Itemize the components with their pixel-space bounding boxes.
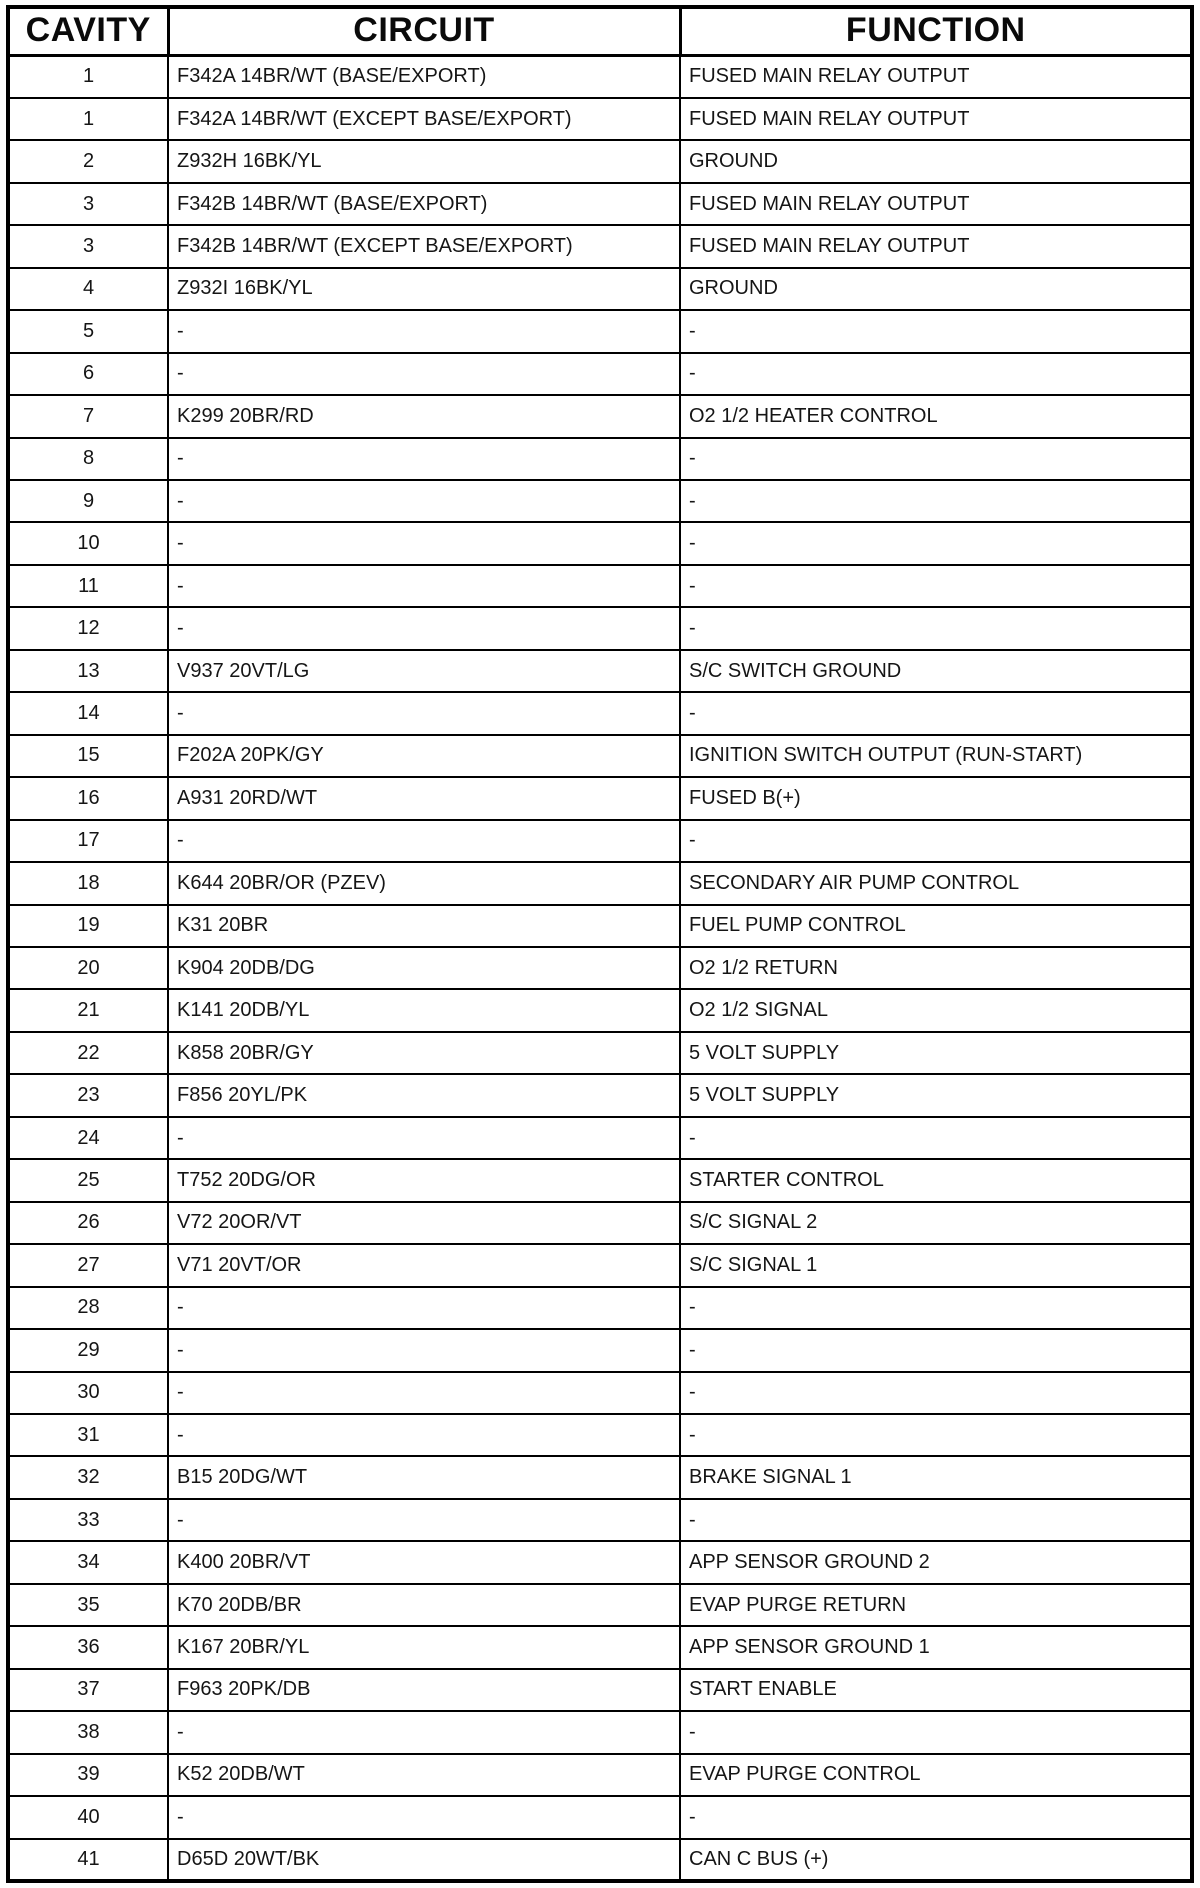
table-row bbox=[8, 183, 1192, 225]
cavity-cell: 30 bbox=[8, 1372, 168, 1414]
cavity-cell: 15 bbox=[8, 735, 168, 777]
table-row bbox=[8, 310, 1192, 352]
cavity-cell: 20 bbox=[8, 947, 168, 989]
circuit-cell: B15 20DG/WT bbox=[168, 1456, 680, 1498]
function-cell: - bbox=[680, 1117, 1192, 1159]
function-cell: STARTER CONTROL bbox=[680, 1159, 1192, 1201]
table-row bbox=[8, 1372, 1192, 1414]
circuit-cell: K644 20BR/OR (PZEV) bbox=[168, 862, 680, 904]
function-cell: S/C SWITCH GROUND bbox=[680, 650, 1192, 692]
cavity-cell: 12 bbox=[8, 607, 168, 649]
cavity-cell: 10 bbox=[8, 522, 168, 564]
cavity-cell: 29 bbox=[8, 1329, 168, 1371]
function-cell: - bbox=[680, 310, 1192, 352]
circuit-cell: K31 20BR bbox=[168, 905, 680, 947]
table-row bbox=[8, 692, 1192, 734]
circuit-cell: - bbox=[168, 565, 680, 607]
circuit-cell: K52 20DB/WT bbox=[168, 1754, 680, 1796]
table-row bbox=[8, 777, 1192, 819]
table-row bbox=[8, 1329, 1192, 1371]
table-row bbox=[8, 1584, 1192, 1626]
table-row bbox=[8, 522, 1192, 564]
circuit-cell: F342A 14BR/WT (BASE/EXPORT) bbox=[168, 56, 680, 98]
cavity-cell: 9 bbox=[8, 480, 168, 522]
cavity-cell: 1 bbox=[8, 98, 168, 140]
cavity-cell: 38 bbox=[8, 1711, 168, 1753]
table-row bbox=[8, 862, 1192, 904]
circuit-cell: V937 20VT/LG bbox=[168, 650, 680, 692]
cavity-cell: 34 bbox=[8, 1541, 168, 1583]
function-cell: GROUND bbox=[680, 140, 1192, 182]
function-cell: - bbox=[680, 1711, 1192, 1753]
circuit-cell: F342A 14BR/WT (EXCEPT BASE/EXPORT) bbox=[168, 98, 680, 140]
table-row bbox=[8, 1669, 1192, 1711]
cavity-cell: 19 bbox=[8, 905, 168, 947]
table-row bbox=[8, 1287, 1192, 1329]
cavity-cell: 32 bbox=[8, 1456, 168, 1498]
circuit-cell: - bbox=[168, 1287, 680, 1329]
function-cell: APP SENSOR GROUND 2 bbox=[680, 1541, 1192, 1583]
function-cell: - bbox=[680, 480, 1192, 522]
cavity-cell: 39 bbox=[8, 1754, 168, 1796]
function-cell: - bbox=[680, 565, 1192, 607]
table-row bbox=[8, 1541, 1192, 1583]
circuit-cell: - bbox=[168, 607, 680, 649]
circuit-cell: F856 20YL/PK bbox=[168, 1074, 680, 1116]
circuit-cell: - bbox=[168, 1329, 680, 1371]
circuit-cell: K858 20BR/GY bbox=[168, 1032, 680, 1074]
table-row bbox=[8, 1754, 1192, 1796]
function-cell: 5 VOLT SUPPLY bbox=[680, 1032, 1192, 1074]
header-function: FUNCTION bbox=[680, 7, 1192, 56]
cavity-cell: 21 bbox=[8, 989, 168, 1031]
cavity-cell: 3 bbox=[8, 225, 168, 267]
function-cell: FUSED MAIN RELAY OUTPUT bbox=[680, 98, 1192, 140]
function-cell: GROUND bbox=[680, 268, 1192, 310]
table-row bbox=[8, 1711, 1192, 1753]
circuit-cell: K299 20BR/RD bbox=[168, 395, 680, 437]
function-cell: BRAKE SIGNAL 1 bbox=[680, 1456, 1192, 1498]
circuit-cell: K141 20DB/YL bbox=[168, 989, 680, 1031]
header-row bbox=[8, 7, 1192, 56]
function-cell: - bbox=[680, 522, 1192, 564]
function-cell: O2 1/2 HEATER CONTROL bbox=[680, 395, 1192, 437]
cavity-cell: 33 bbox=[8, 1499, 168, 1541]
table-row bbox=[8, 905, 1192, 947]
table-row bbox=[8, 1796, 1192, 1838]
circuit-cell: A931 20RD/WT bbox=[168, 777, 680, 819]
function-cell: - bbox=[680, 353, 1192, 395]
table-row bbox=[8, 820, 1192, 862]
circuit-cell: V71 20VT/OR bbox=[168, 1244, 680, 1286]
function-cell: O2 1/2 SIGNAL bbox=[680, 989, 1192, 1031]
table-row bbox=[8, 395, 1192, 437]
table-row bbox=[8, 1456, 1192, 1498]
cavity-cell: 24 bbox=[8, 1117, 168, 1159]
circuit-cell: - bbox=[168, 1711, 680, 1753]
circuit-cell: - bbox=[168, 692, 680, 734]
cavity-cell: 41 bbox=[8, 1839, 168, 1881]
circuit-cell: - bbox=[168, 1499, 680, 1541]
circuit-cell: K904 20DB/DG bbox=[168, 947, 680, 989]
cavity-cell: 25 bbox=[8, 1159, 168, 1201]
circuit-cell: K167 20BR/YL bbox=[168, 1626, 680, 1668]
cavity-cell: 2 bbox=[8, 140, 168, 182]
table-row bbox=[8, 353, 1192, 395]
function-cell: - bbox=[680, 692, 1192, 734]
cavity-cell: 27 bbox=[8, 1244, 168, 1286]
cavity-cell: 5 bbox=[8, 310, 168, 352]
function-cell: FUSED MAIN RELAY OUTPUT bbox=[680, 56, 1192, 98]
cavity-cell: 13 bbox=[8, 650, 168, 692]
header-cavity: CAVITY bbox=[8, 7, 168, 56]
cavity-cell: 35 bbox=[8, 1584, 168, 1626]
cavity-cell: 28 bbox=[8, 1287, 168, 1329]
function-cell: 5 VOLT SUPPLY bbox=[680, 1074, 1192, 1116]
cavity-cell: 4 bbox=[8, 268, 168, 310]
cavity-cell: 37 bbox=[8, 1669, 168, 1711]
function-cell: CAN C BUS (+) bbox=[680, 1839, 1192, 1881]
table-row bbox=[8, 98, 1192, 140]
function-cell: - bbox=[680, 1414, 1192, 1456]
cavity-cell: 40 bbox=[8, 1796, 168, 1838]
function-cell: - bbox=[680, 438, 1192, 480]
cavity-cell: 17 bbox=[8, 820, 168, 862]
table-row bbox=[8, 268, 1192, 310]
cavity-cell: 14 bbox=[8, 692, 168, 734]
circuit-cell: - bbox=[168, 522, 680, 564]
circuit-cell: - bbox=[168, 310, 680, 352]
function-cell: - bbox=[680, 607, 1192, 649]
function-cell: EVAP PURGE RETURN bbox=[680, 1584, 1192, 1626]
connector-pinout-table bbox=[6, 5, 1194, 1883]
cavity-cell: 11 bbox=[8, 565, 168, 607]
table-row bbox=[8, 607, 1192, 649]
circuit-cell: - bbox=[168, 1796, 680, 1838]
function-cell: - bbox=[680, 1499, 1192, 1541]
function-cell: EVAP PURGE CONTROL bbox=[680, 1754, 1192, 1796]
table-row bbox=[8, 650, 1192, 692]
function-cell: FUSED MAIN RELAY OUTPUT bbox=[680, 183, 1192, 225]
table-row bbox=[8, 140, 1192, 182]
table-row bbox=[8, 1074, 1192, 1116]
cavity-cell: 23 bbox=[8, 1074, 168, 1116]
circuit-cell: K400 20BR/VT bbox=[168, 1541, 680, 1583]
circuit-cell: F342B 14BR/WT (EXCEPT BASE/EXPORT) bbox=[168, 225, 680, 267]
cavity-cell: 31 bbox=[8, 1414, 168, 1456]
table-row bbox=[8, 1032, 1192, 1074]
cavity-cell: 8 bbox=[8, 438, 168, 480]
circuit-cell: Z932H 16BK/YL bbox=[168, 140, 680, 182]
table-row bbox=[8, 56, 1192, 98]
circuit-cell: - bbox=[168, 1414, 680, 1456]
function-cell: START ENABLE bbox=[680, 1669, 1192, 1711]
function-cell: FUEL PUMP CONTROL bbox=[680, 905, 1192, 947]
table-row bbox=[8, 735, 1192, 777]
table-row bbox=[8, 1626, 1192, 1668]
table-row bbox=[8, 1839, 1192, 1881]
table-row bbox=[8, 225, 1192, 267]
circuit-cell: - bbox=[168, 1117, 680, 1159]
circuit-cell: - bbox=[168, 1372, 680, 1414]
function-cell: IGNITION SWITCH OUTPUT (RUN-START) bbox=[680, 735, 1192, 777]
circuit-cell: - bbox=[168, 353, 680, 395]
table-row bbox=[8, 565, 1192, 607]
table-row bbox=[8, 480, 1192, 522]
circuit-cell: D65D 20WT/BK bbox=[168, 1839, 680, 1881]
function-cell: SECONDARY AIR PUMP CONTROL bbox=[680, 862, 1192, 904]
function-cell: FUSED MAIN RELAY OUTPUT bbox=[680, 225, 1192, 267]
function-cell: FUSED B(+) bbox=[680, 777, 1192, 819]
table-row bbox=[8, 1159, 1192, 1201]
cavity-cell: 1 bbox=[8, 56, 168, 98]
table-body bbox=[8, 56, 1192, 1882]
cavity-cell: 16 bbox=[8, 777, 168, 819]
function-cell: APP SENSOR GROUND 1 bbox=[680, 1626, 1192, 1668]
function-cell: O2 1/2 RETURN bbox=[680, 947, 1192, 989]
function-cell: - bbox=[680, 1329, 1192, 1371]
header-circuit: CIRCUIT bbox=[168, 7, 680, 56]
circuit-cell: - bbox=[168, 480, 680, 522]
circuit-cell: F202A 20PK/GY bbox=[168, 735, 680, 777]
circuit-cell: F342B 14BR/WT (BASE/EXPORT) bbox=[168, 183, 680, 225]
cavity-cell: 3 bbox=[8, 183, 168, 225]
cavity-cell: 7 bbox=[8, 395, 168, 437]
function-cell: S/C SIGNAL 2 bbox=[680, 1202, 1192, 1244]
cavity-cell: 6 bbox=[8, 353, 168, 395]
circuit-cell: K70 20DB/BR bbox=[168, 1584, 680, 1626]
circuit-cell: - bbox=[168, 438, 680, 480]
function-cell: - bbox=[680, 1796, 1192, 1838]
function-cell: - bbox=[680, 1372, 1192, 1414]
function-cell: S/C SIGNAL 1 bbox=[680, 1244, 1192, 1286]
cavity-cell: 22 bbox=[8, 1032, 168, 1074]
cavity-cell: 36 bbox=[8, 1626, 168, 1668]
table-row bbox=[8, 1244, 1192, 1286]
table-row bbox=[8, 1414, 1192, 1456]
function-cell: - bbox=[680, 820, 1192, 862]
table-row bbox=[8, 1202, 1192, 1244]
function-cell: - bbox=[680, 1287, 1192, 1329]
table-row bbox=[8, 989, 1192, 1031]
circuit-cell: Z932I 16BK/YL bbox=[168, 268, 680, 310]
circuit-cell: - bbox=[168, 820, 680, 862]
circuit-cell: T752 20DG/OR bbox=[168, 1159, 680, 1201]
circuit-cell: V72 20OR/VT bbox=[168, 1202, 680, 1244]
table-row bbox=[8, 947, 1192, 989]
table-row bbox=[8, 438, 1192, 480]
cavity-cell: 26 bbox=[8, 1202, 168, 1244]
circuit-cell: F963 20PK/DB bbox=[168, 1669, 680, 1711]
table-row bbox=[8, 1117, 1192, 1159]
cavity-cell: 18 bbox=[8, 862, 168, 904]
table-row bbox=[8, 1499, 1192, 1541]
